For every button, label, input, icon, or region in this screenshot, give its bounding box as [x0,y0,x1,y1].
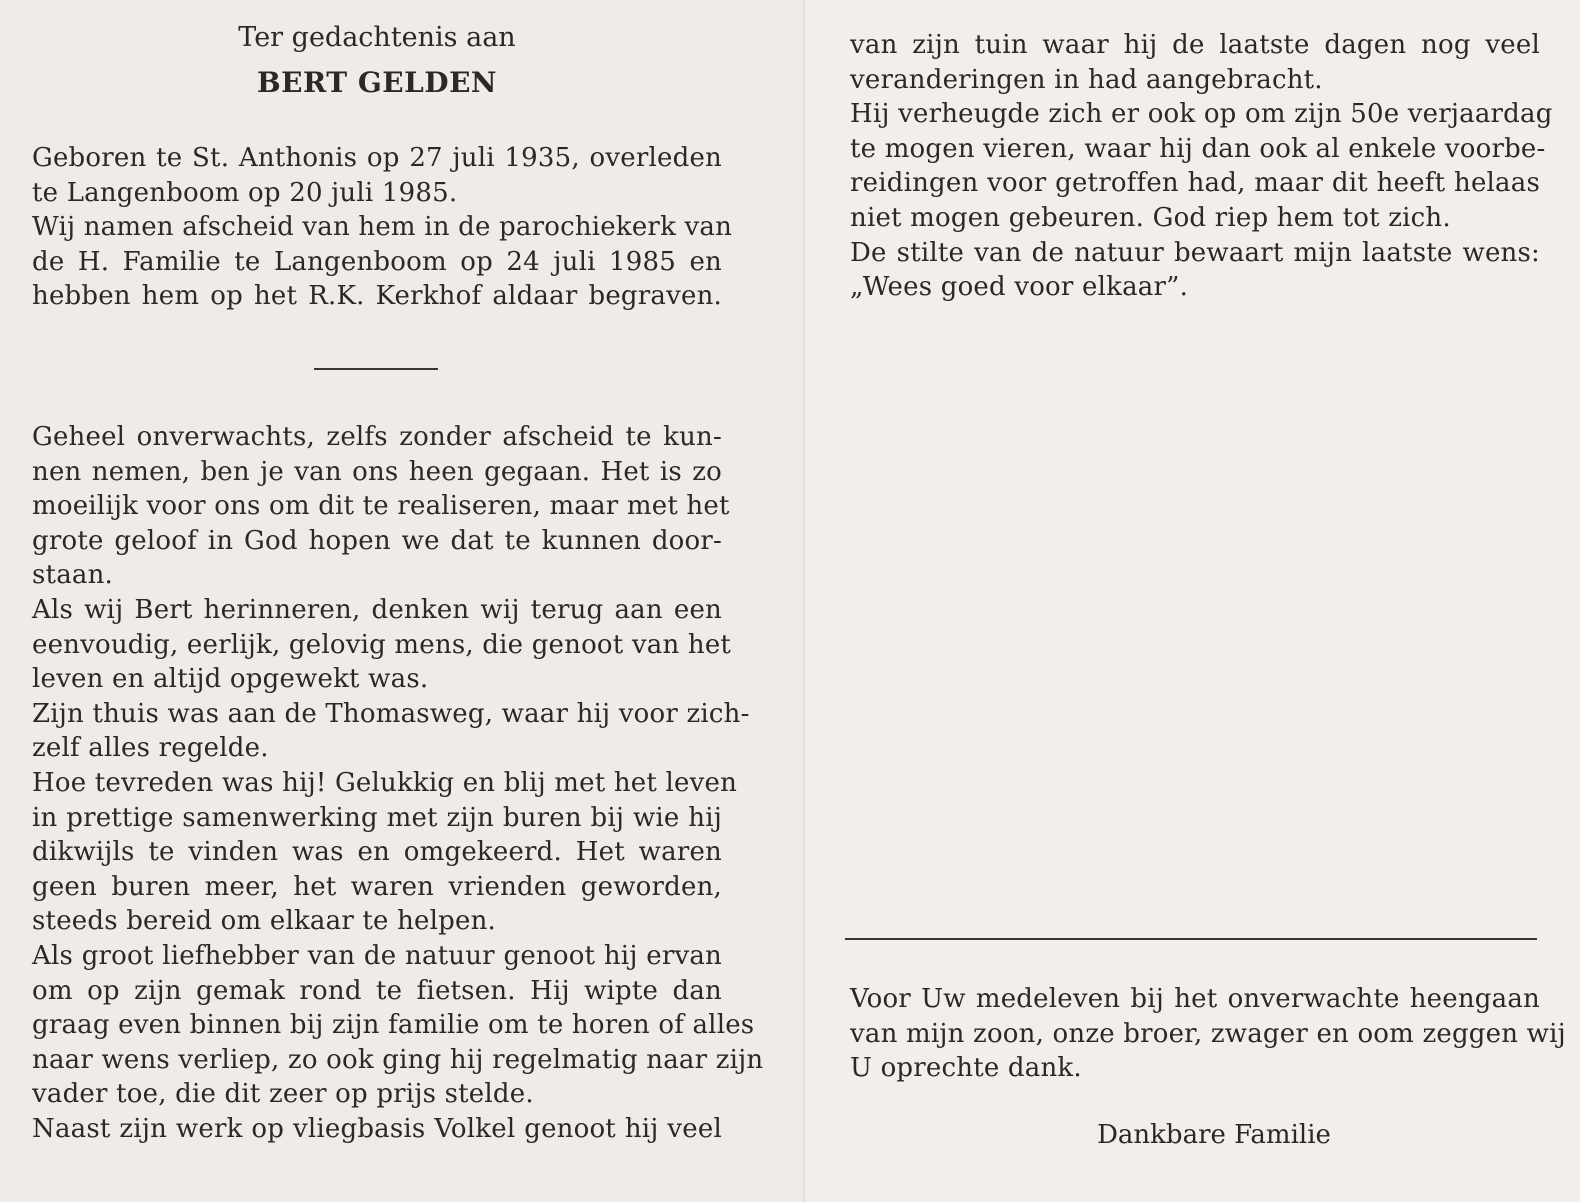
text-line: Geheel onverwachts, zelfs zonder afscheid te kun- [32,422,722,452]
thanks-paragraph [850,982,1566,1086]
text-line: nen nemen, ben je van ons heen gegaan. Het is zo [32,456,722,487]
text-line: van mijn zoon, onze broer, zwager en oom zeggen wij [850,1018,1566,1049]
text-line: leven en altijd opgewekt was. [32,664,429,695]
text-line: dikwijls te vinden was en omgekeerd. Het waren [32,837,722,868]
text-line: steeds bereid om elkaar te helpen. [32,906,496,937]
text-line: geen buren meer, het waren vrienden geworden, [32,871,722,902]
text-line: hebben hem op het R.K. Kerkhof aldaar begraven. [32,281,722,312]
text-line: van zijn tuin waar hij de laatste dagen nog veel [850,30,1540,60]
text-line: Geboren te St. Anthonis op 27 juli 1935, overleden [32,143,722,173]
text-line: in prettige samenwerking met zijn buren bij wie hij [32,802,722,833]
text-line: Als groot liefhebber van de natuur genoot hij ervan [32,940,722,971]
text-line: reidingen voor getroffen had, maar dit heeft helaas [850,168,1540,199]
text-line: Hoe tevreden was hij! Gelukkig en blij met het leven [32,767,738,798]
text-line: „Wees goed voor elkaar”. [850,272,1189,303]
text-line: Hij verheugde zich er ook op om zijn 50e verjaardag [850,99,1553,130]
signature-text: Dankbare Familie [1097,1120,1331,1150]
deceased-name: BERT GELDEN [256,66,498,99]
text-line: graag even binnen bij zijn familie om te horen of alles [32,1010,755,1041]
text-line: Naast zijn werk op vliegbasis Volkel genoot hij veel [32,1113,722,1144]
text-line: Zijn thuis was aan de Thomasweg, waar hij voor zich- [32,698,750,729]
text-line: te Langenboom op 20 juli 1985. [32,177,458,208]
text-line: eenvoudig, eerlijk, gelovig mens, die genoot van het [32,629,732,660]
text-line: Wij namen afscheid van hem in de parochiekerk van [32,212,733,243]
text-line: niet mogen gebeuren. God riep hem tot zich. [850,202,1451,233]
continuation-text [850,28,1553,305]
text-line: vader toe, die dit zeer op prijs stelde. [32,1079,534,1110]
card-fold [803,0,807,1202]
short-divider [314,368,438,370]
text-line: U oprechte dank. [850,1053,1082,1084]
text-line: veranderingen in had aangebracht. [850,64,1323,95]
signature [850,1120,1580,1150]
text-line: grote geloof in God hopen we dat te kunnen door- [32,525,722,556]
text-line: De stilte van de natuur bewaart mijn laatste wens: [850,237,1540,268]
text-line: de H. Familie te Langenboom op 24 juli 1985 en [32,246,722,277]
heading-intro: Ter gedachtenis aan [238,22,516,53]
text-line: om op zijn gemak rond te fietsen. Hij wipte dan [32,975,722,1006]
remembrance-text [32,420,764,1146]
text-line: Als wij Bert herinneren, denken wij terug aan een [32,594,722,625]
text-line: moeilijk voor ons om dit te realiseren, maar met het [32,491,730,522]
text-line: zelf alles regelde. [32,733,269,764]
text-line: Voor Uw medeleven bij het onverwachte heengaan [850,984,1540,1014]
text-line: staan. [32,560,114,591]
long-divider [845,938,1537,940]
text-line: te mogen vieren, waar hij dan ook al enkele voorbe- [850,133,1546,164]
details-paragraph [32,141,733,314]
text-line: naar wens verliep, zo ook ging hij regelmatig naar zijn [32,1044,764,1075]
